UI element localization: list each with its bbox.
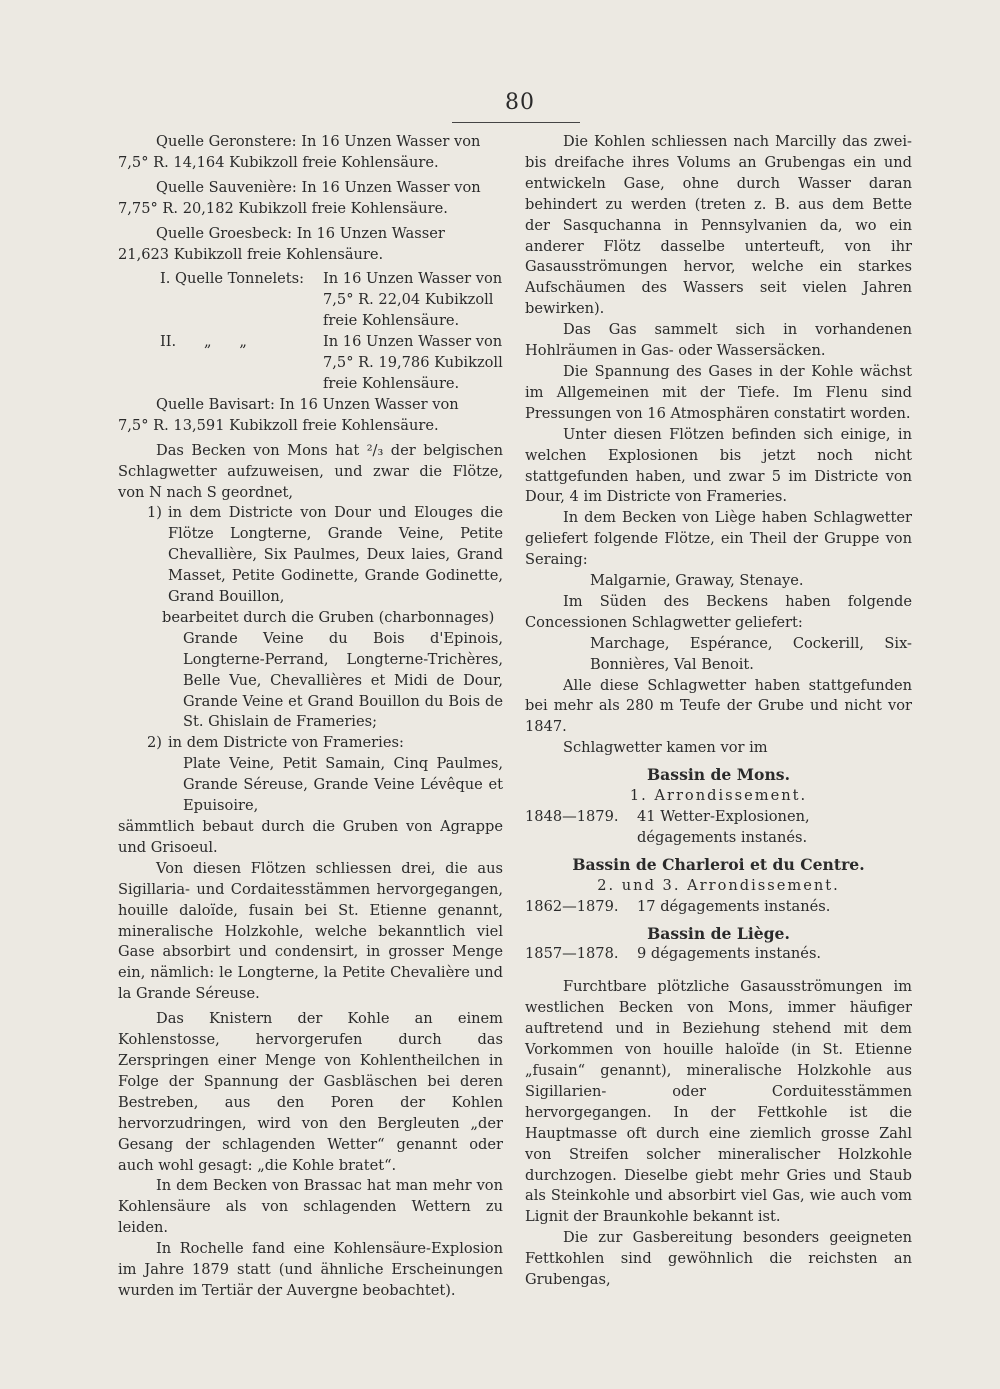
heading-bassin-charleroi: Bassin de Charleroi et du Centre. (572, 854, 865, 874)
heading-bassin-mons: Bassin de Mons. (647, 765, 790, 785)
list-item-frameries: 2) in dem Districte von Frameries: (147, 734, 404, 752)
source-tonnelets-2: II. „ „ In 16 Unzen Wasser von 7,5° R. 19,786 Kubikzoll freie Kohlensäure. (160, 333, 503, 392)
paragraph-liege: In dem Becken von Liège haben Schlagwetter geliefert folgende Flötze, ein Theil der Gruppe von Seraing: (525, 509, 912, 569)
source-sauveniere: Quelle Sauvenière: In 16 Unzen Wasser von 7,75° R. 20,182 Kubikzoll freie Kohlensäure. (118, 178, 481, 217)
mons-intro: Das Becken von Mons hat ²/₃ der belgischen Schlagwetter aufzuweisen, und zwar die Flötze, von N nach S geordnet, (118, 441, 503, 501)
paragraph-hohlraeume: Das Gas sammelt sich in vorhandenen Hohlräumen in Gas- oder Wassersäcken. (525, 321, 912, 360)
right-column (525, 132, 912, 1291)
paragraph-rochelle: In Rochelle fand eine Kohlensäure-Explosion im Jahre 1879 statt (und ähnliche Erscheinungen wurden im Tertiär der Auvergne beobachtet). (118, 1240, 503, 1299)
paragraph-fettkohlen: Die zur Gasbereitung besonders geeigneten Fettkohlen sind gewöhnlich die reichsten an Grubengas, (525, 1229, 912, 1289)
page-number: 80 (505, 90, 535, 115)
paragraph-fusain: Von diesen Flötzen schliessen drei, die aus Sigillaria- und Cordaitesstämmen hervorgegangen, houille daloïde, fusain bei St. Etienne genannt, mineralische Holzkohle, welche bekanntlich viel Gase absorbirt und condensirt, in grosser Menge ein, nämlich: le Longterne, la Petite Chevalière und la Grande Séreuse. (118, 859, 503, 1003)
left-column (118, 132, 503, 1302)
list-item-dour: 1) in dem Districte von Dour und Elouges die Flötze Longterne, Grande Veine, Petite Chevallière, Six Paulmes, Deux laies, Grand Masset, Petite Godinette, Grande Godinette, Grand Bouillon, (147, 504, 503, 606)
paragraph-kamen-vor: Schlagwetter kamen vor im (563, 739, 768, 757)
charleroi-arrondissement: 2. und 3. Arrondissement. (597, 876, 840, 894)
dour-worked-by: bearbeitet durch die Gruben (charbonnages) (162, 608, 495, 626)
liege-record: 1857—1878. 9 dégagements instanés. (525, 945, 822, 963)
mons-record: 1848—1879. 41 Wetter-Explosionen, dégagements instanés. (525, 808, 810, 846)
paragraph-brassac: In dem Becken von Brassac hat man mehr von Kohlensäure als von schlagenden Wettern zu leiden. (118, 1177, 503, 1237)
paragraph-spannung: Die Spannung des Gases in der Kohle wächst im Allgemeinen mit der Tiefe. Im Flenu sind Pressungen von 16 Atmosphären constatirt worden. (525, 362, 912, 422)
frameries-mines: sämmtlich bebaut durch die Gruben von Agrappe und Grisoeul. (118, 818, 503, 856)
source-geronstere: Quelle Geronstere: In 16 Unzen Wasser von 7,5° R. 14,164 Kubikzoll freie Kohlensäure. (118, 133, 481, 171)
paragraph-sueden: Im Süden des Beckens haben folgende Concessionen Schlagwetter geliefert: (525, 592, 912, 631)
charleroi-record: 1862—1879. 17 dégagements instanés. (525, 897, 831, 915)
heading-bassin-liege: Bassin de Liège. (647, 923, 790, 943)
paragraph-unter-flotzen: Unter diesen Flötzen befinden sich einige, in welchen Explosionen bis jetzt noch nicht stattgefunden haben, und zwar 5 im Districte von Dour, 4 im Districte von Frameries. (525, 425, 912, 506)
header-rule (452, 122, 580, 123)
dour-mines: Grande Veine du Bois d'Epinois, Longterne-Perrand, Longterne-Trichères, Belle Vue, Chevallières et Midi de Dour, Grande Veine et Grand Bouillon du Bois de St. Ghislain de Frameries; (183, 629, 503, 731)
mons-arrondissement: 1. Arrondissement. (629, 787, 808, 805)
paragraph-teufe: Alle diese Schlagwetter haben stattgefunden bei mehr als 280 m Teufe der Grube und nicht vor 1847. (525, 676, 912, 736)
source-tonnelets-1: I. Quelle Tonnelets: In 16 Unzen Wasser von 7,5° R. 22,04 Kubikzoll freie Kohlensäure. (160, 270, 503, 330)
paragraph-knistern: Das Knistern der Kohle an einem Kohlenstosse, hervorgerufen durch das Zerspringen einer Menge von Kohlentheilchen in Folge der Spannung der Gasbläschen bei deren Bestreben, aus den Poren der Kohlen hervorzudringen, wird von den Bergleuten „der Gesang der schlagenden Wetter“ genannt oder auch wohl gesagt: „die Kohle bratet“. (118, 1010, 503, 1174)
paragraph-gasausstroemungen: Furchtbare plötzliche Gasausströmungen im westlichen Becken von Mons, immer häufiger auftretend und in Beziehung stehend mit dem Vorkommen von houille haloïde (in St. Etienne „fusain“ genannt), mineralische Holzkohle aus Sigillarien- oder Corduitesstämmen hervorgegangen. In der Fettkohle ist die Hauptmasse oft durch eine ziemlich grosse Zahl von Streifen solcher mineralischer Holzkohle durchzogen. Dieselbe giebt mehr Gries und Staub als Steinkohle und absorbirt viel Gas, wie auch vom Lignit der Braunkohle bekannt ist. (525, 978, 912, 1226)
sueden-concessions: Marchage, Espérance, Cockerill, Six-Bonnières, Val Benoit. (590, 634, 912, 673)
liege-seams: Malgarnie, Graway, Stenaye. (590, 572, 804, 590)
paragraph-marcilly: Die Kohlen schliessen nach Marcilly das zwei- bis dreifache ihres Volums an Grubengas ein und entwickeln Gase, ohne durch Wasser daran behindert zu werden (treten z. B. aus dem Bette der Sasquchanna in Pennsylvanien da, wo ein anderer Flötz dasselbe unterteuft, von ihr Gasausströmungen hervor, welche ein starkes Aufschäumen des Wassers seit vielen Jahren bewirken). (525, 133, 912, 318)
source-groesbeck: Quelle Groesbeck: In 16 Unzen Wasser 21,623 Kubikzoll freie Kohlensäure. (118, 224, 445, 263)
frameries-seams: Plate Veine, Petit Samain, Cinq Paulmes, Grande Séreuse, Grande Veine Lévêque et Epuisoire, (183, 755, 503, 815)
source-bavisart: Quelle Bavisart: In 16 Unzen Wasser von 7,5° R. 13,591 Kubikzoll freie Kohlensäure. (118, 395, 459, 434)
